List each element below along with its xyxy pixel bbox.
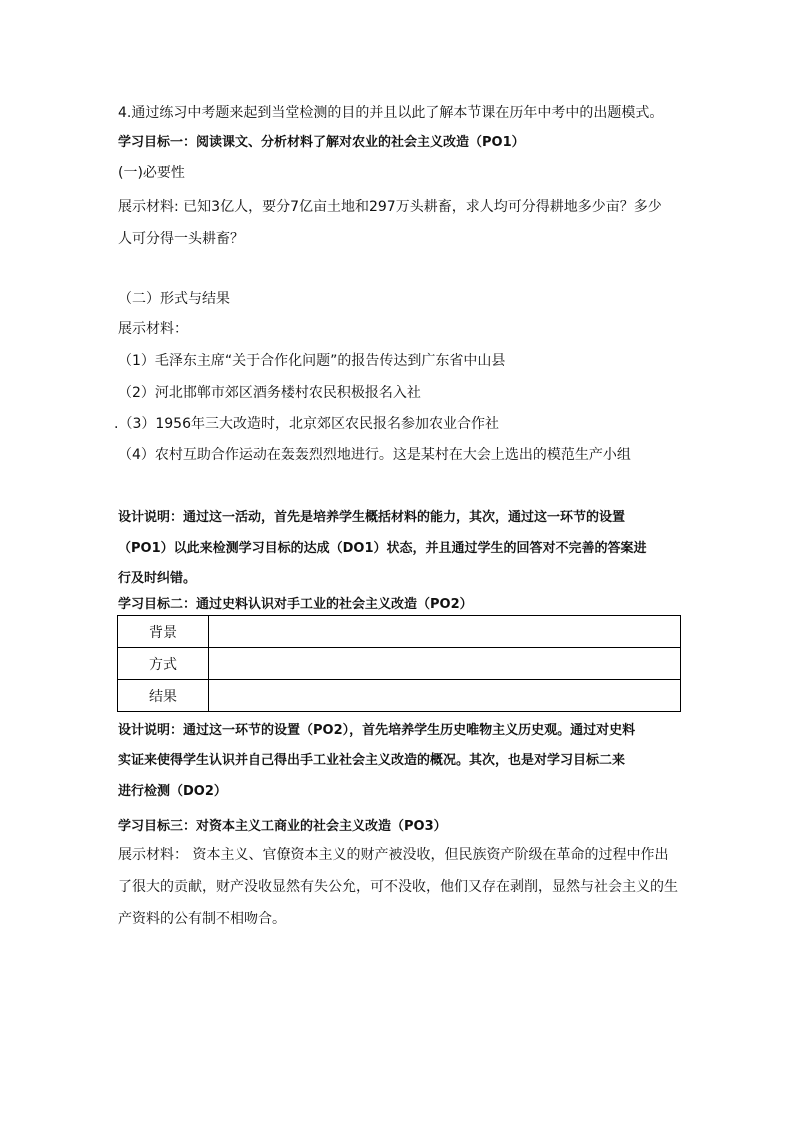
list-item: （4）农村互助合作运动在轰轰烈烈地进行。这是某村在大会上选出的模范生产小组 <box>118 447 631 463</box>
table-cell-blank <box>209 616 681 648</box>
text-line: 展示材料： 资本主义、官僚资本主义的财产被没收，但民族资产阶级在革命的过程中作出 <box>118 847 669 863</box>
design-note: 进行检测（DO2） <box>118 784 227 799</box>
table-row <box>118 616 681 648</box>
table-cell-blank <box>209 648 681 680</box>
text-line: 人可分得一头耕畜？ <box>118 231 244 247</box>
text-line: 4.通过练习中考题来起到当堂检测的目的并且以此了解本节课在历年中考中的出题模式。 <box>118 105 664 121</box>
design-note: 实证来使得学生认识并自己得出手工业社会主义改造的概况。其次，也是对学习目标二来 <box>118 753 626 768</box>
table-row <box>118 680 681 712</box>
list-item: .（3）1956年三大改造时，北京郊区农民报名参加农业合作社 <box>114 416 499 432</box>
design-note: 设计说明：通过这一环节的设置（PO2），首先培养学生历史唯物主义历史观。通过对史料 <box>118 723 636 738</box>
table-cell-label: 结果 <box>118 680 209 712</box>
objective-heading: 学习目标一：阅读课文、分析材料了解对农业的社会主义改造（PO1） <box>118 135 525 150</box>
objective-heading: 学习目标三：对资本主义工商业的社会主义改造（PO3） <box>118 819 447 834</box>
table-row <box>118 648 681 680</box>
text-line: 了很大的贡献，财产没收显然有失公允，可不没收，他们又存在剥削，显然与社会主义的生 <box>118 879 678 895</box>
list-item: （1）毛泽东主席“关于合作化问题”的报告传达到广东省中山县 <box>118 353 506 369</box>
section-heading: (一)必要性 <box>118 165 185 181</box>
objective-table <box>117 615 681 712</box>
list-item: （2）河北邯郸市郊区酒务楼村农民积极报名入社 <box>118 385 421 401</box>
section-heading: （二）形式与结果 <box>118 291 230 307</box>
design-note: （PO1）以此来检测学习目标的达成（DO1）状态，并且通过学生的回答对不完善的答案进 <box>118 541 647 556</box>
text-line: 展示材料： <box>118 321 188 337</box>
table-cell-label: 方式 <box>118 648 209 680</box>
text-line: 产资料的公有制不相吻合。 <box>118 911 286 927</box>
design-note: 行及时纠错。 <box>118 571 197 586</box>
text-line: 展示材料: 已知3亿人，要分7亿亩土地和297万头耕畜，求人均可分得耕地多少亩？多少 <box>118 199 662 215</box>
design-note: 设计说明：通过这一活动，首先是培养学生概括材料的能力，其次，通过这一环节的设置 <box>118 510 626 525</box>
objective-heading: 学习目标二：通过史料认识对手工业的社会主义改造（PO2） <box>118 597 473 612</box>
table-cell-blank <box>209 680 681 712</box>
table-cell-label: 背景 <box>118 616 209 648</box>
